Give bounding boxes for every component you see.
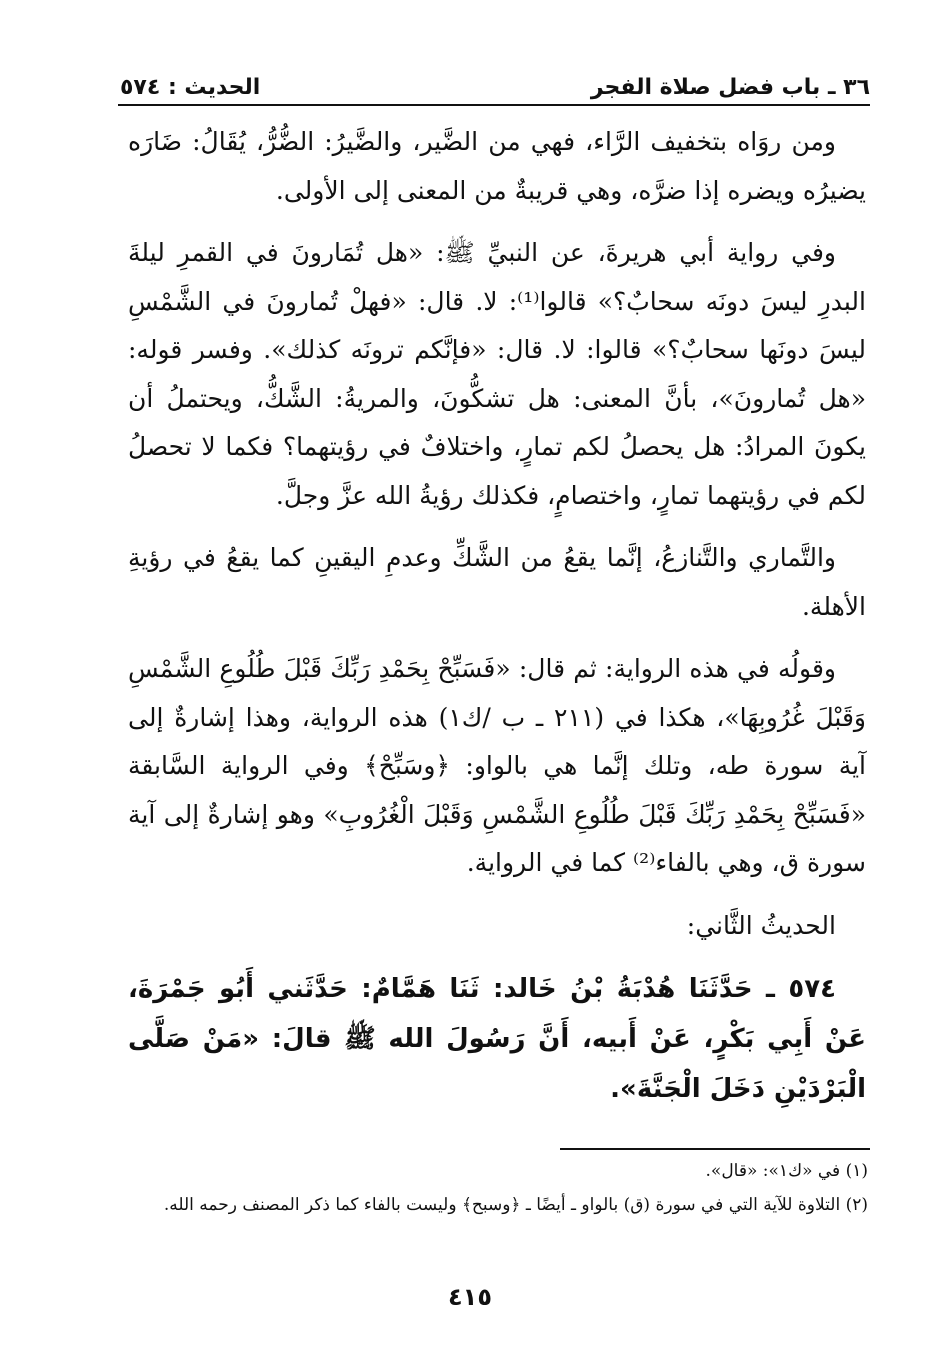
hadith-reference: الحديث : ٥٧٤ bbox=[120, 75, 261, 100]
footnote: (٢) التلاوة للآية التي في سورة (ق) بالواو ـ أيضًا ـ ﴿وسبح﴾ وليست بالفاء كما ذكر المصنف رحمه الله. bbox=[163, 1195, 868, 1215]
footnote: (١) في «ك١»: «قال». bbox=[705, 1161, 868, 1181]
header-divider bbox=[118, 104, 870, 106]
chapter-title: ٣٦ ـ باب فضل صلاة الفجر bbox=[590, 75, 870, 100]
footnotes bbox=[128, 1156, 868, 1224]
paragraph: ومن روَاه بتخفيف الرَّاء، فهي من الضَّير، والضَّيرُ: الضُّرُّ، يُقَالُ: ضَارَه يضيرُه ويضره إذا ضرَّه، وهي قريبةٌ من المعنى إلى الأولى. bbox=[128, 127, 866, 205]
main-text bbox=[128, 118, 866, 1128]
section-heading: الحديثُ الثَّاني: bbox=[686, 910, 836, 940]
paragraph: وفي رواية أبي هريرةَ، عن النبيِّ ﷺ: «هل تُمَارونَ في القمرِ ليلةَ البدرِ ليسَ دونَه سحابٌ؟» قالوا⁽¹⁾: لا. قال: «فهلْ تُمارونَ في الشَّمْسِ ليسَ دونَها سحابٌ؟» قالوا: لا. قال: «فإنَّكم ترونَه كذلك». وفسر قوله: «هل تُمارونَ»، بأنَّ المعنى: هل تشكُّونَ، والمريةُ: الشَّكُّ، ويحتملُ أن يكونَ المرادُ: هل يحصلُ لكم تمارٍ، واختلافٌ في رؤيتهما؟ فكما لا تحصلُ لكم في رؤيتهما تمارٍ، واختصامٍ، فكذلك رؤيةُ الله عزَّ وجلَّ. bbox=[128, 238, 866, 510]
running-header bbox=[120, 60, 870, 100]
paragraph: وقولُه في هذه الرواية: ثم قال: «فَسَبِّحْ بِحَمْدِ رَبِّكَ قَبْلَ طُلُوعِ الشَّمْسِ وَقَبْلَ غُرُوبِهَا»، هكذا في (٢١١ ـ ب /ك١) هذه الرواية، وهذا إشارةٌ إلى آية سورة طه، وتلك إنَّما هي بالواو: ﴿وسَبِّحْ﴾ وفي الرواية السَّابقة «فَسَبِّحْ بِحَمْدِ رَبِّكَ قَبْلَ طُلُوعِ الشَّمْسِ وَقَبْلَ الْغُرُوبِ» وهو إشارةٌ إلى آية سورة ق، وهي بالفاء⁽²⁾ كما في الرواية. bbox=[128, 654, 866, 877]
hadith-text: ٥٧٤ ـ حَدَّثَنَا هُدْبَةُ بْنُ خَالد: ثَنَا هَمَّامٌ: حَدَّثَني أَبُو جَمْرَةَ، عَنْ أَبِي بَكْرٍ، عَنْ أَبيه، أَنَّ رَسُولَ الله ﷺ قالَ: «مَنْ صَلَّى الْبَرْدَيْنِ دَخَلَ الْجَنَّةَ». bbox=[128, 974, 866, 1104]
footnote-divider bbox=[560, 1148, 870, 1150]
paragraph: والتَّماري والتَّنازعُ، إنَّما يقعُ من الشَّكِّ وعدمِ اليقينِ كما يقعُ في رؤيةِ الأهلة. bbox=[128, 543, 866, 621]
page-number: ٤١٥ bbox=[448, 1283, 492, 1311]
